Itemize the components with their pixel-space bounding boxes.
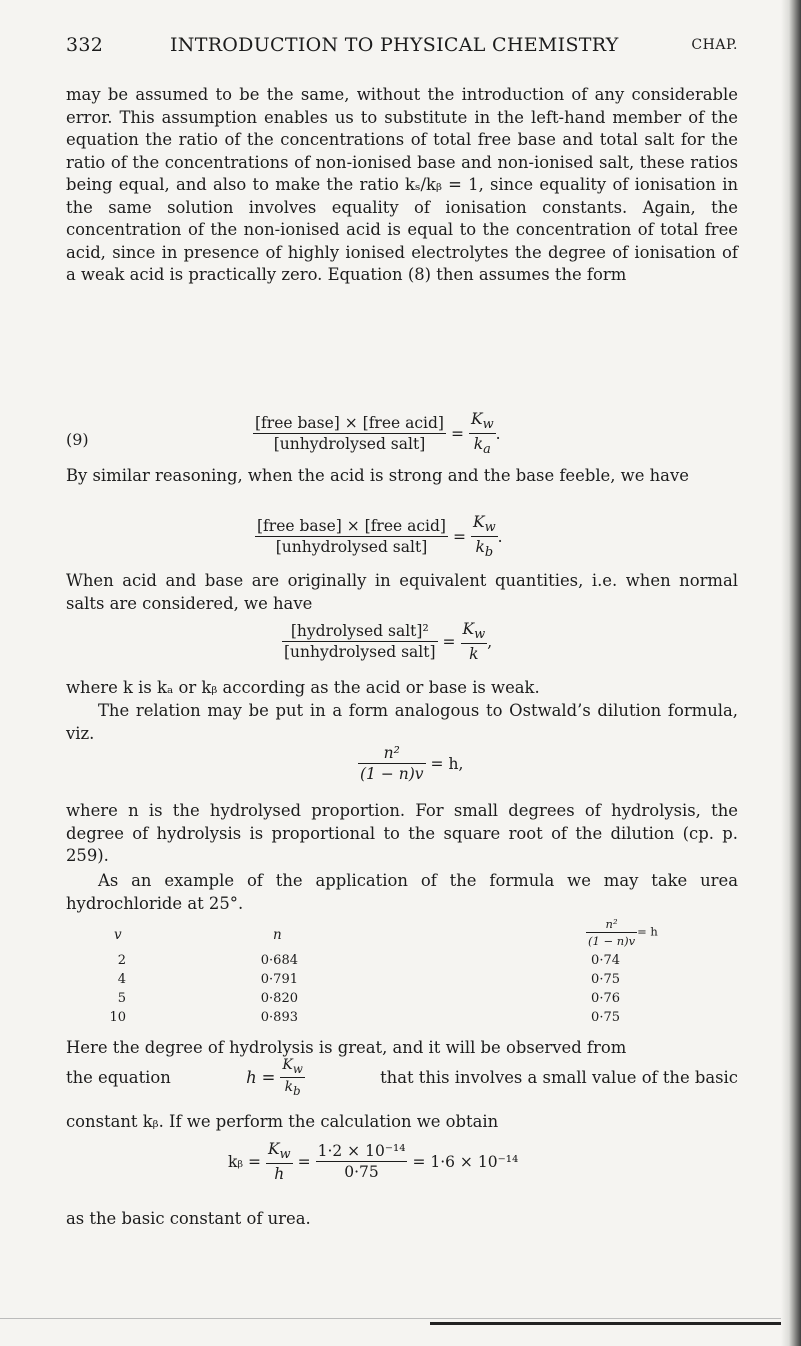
- bottom-rule-thin: [0, 1318, 801, 1319]
- equation-9: $\frac{\text{[free base] × [free acid]}}{\text{[unhydrolysed salt]}}$ = $\frac{K_w}{k_a}$ .: [255, 410, 501, 458]
- paragraph-3: When acid and base are originally in equivalent quantities, i.e. when normal salts are considered, we have: [66, 571, 738, 613]
- paragraph-4a: where k is kₐ or kᵦ according as the acid or base is weak.: [66, 678, 540, 697]
- equation-d: $\frac{\text{n²}}{(1 - n)v}$ = h,: [360, 744, 464, 783]
- table-row: 4 0·791 0·75: [117, 972, 620, 987]
- running-title: INTRODUCTION TO PHYSICAL CHEMISTRY: [170, 34, 619, 56]
- paragraph-7a: Here the degree of hydrolysis is great, and it will be observed from: [66, 1038, 627, 1057]
- paragraph-4b: The relation may be put in a form analogous to Ostwald’s dilution formula, viz.: [66, 701, 738, 743]
- col-header-n: n: [273, 927, 282, 943]
- bottom-rule-thick: [430, 1322, 801, 1325]
- equation-9-rhs: $\frac{K_w}{k_a}$: [470, 410, 494, 458]
- chapter-label: CHAP.: [691, 37, 738, 53]
- page-number: 332: [66, 34, 104, 56]
- paragraph-1: may be assumed to be the same, without the introduction of any considerable error. This assumption enables us to substitute in the left-hand member of the equation the ratio of the concentrations of total free base and total salt for the ratio of the concentrations of non-ionised base and non-ionised salt, these ratios being equal, and also to make the ratio kₛ/kᵦ = 1, since equality of ionisation in the same solution involves equality of ionisation constants. Again, the concentration of the non-ionised acid is equal to the concentration of total free acid, since in presence of highly ionised electrolytes the degree of ionisation of a weak acid is practically zero. Equation (8) then assumes the form: [66, 85, 738, 284]
- col-header-v: v: [114, 927, 122, 943]
- inline-h-equation: h = $\frac{K_w}{k_b}$: [246, 1057, 303, 1098]
- paragraph-8: as the basic constant of urea.: [66, 1209, 311, 1228]
- page-edge-shadow: [781, 0, 801, 1346]
- equation-e: kᵦ = $\frac{K_w}{h}$ = $\frac{\text{1·2 × 10⁻¹⁴}}{0\cdot 75}$ = 1·6 × 10⁻¹⁴: [228, 1140, 519, 1184]
- table-row: 2 0·684 0·74: [117, 953, 620, 968]
- equation-9-lhs: $\frac{\text{[free base] × [free acid]}}{\text{[unhydrolysed salt]}}$: [255, 414, 444, 454]
- paragraph-6: As an example of the application of the formula we may take urea hydrochloride at 25°.: [66, 871, 738, 913]
- table-row: 10 0·893 0·75: [109, 1010, 620, 1025]
- paragraph-7c: constant kᵦ. If we perform the calculation we obtain: [66, 1112, 499, 1131]
- paragraph-5: where n is the hydrolysed proportion. For small degrees of hydrolysis, the degree of hydrolysis is proportional to the square root of the dilution (cp. p. 259).: [66, 801, 738, 865]
- col-header-h: $\frac{\text{n²}}{(1 - n)v}$ = h: [588, 917, 658, 948]
- equation-9-number: (9): [66, 430, 89, 449]
- paragraph-2: By similar reasoning, when the acid is strong and the base feeble, we have: [66, 466, 689, 485]
- table-header: [66, 917, 738, 957]
- equation-c: $\frac{\text{[hydrolysed salt]²}}{\text{[unhydrolysed salt]}}$ = $\frac{K_w}{k}$ ,: [284, 620, 493, 664]
- running-header: [66, 34, 738, 60]
- paragraph-7b: the equation h = $\frac{K_w}{k_b}$ that this involves a small value of the basic: [66, 1057, 738, 1098]
- table-row: 5 0·820 0·76: [117, 991, 620, 1006]
- equation-b: $\frac{\text{[free base] × [free acid]}}{\text{[unhydrolysed salt]}}$ = $\frac{K_w}{k_b}$ .: [257, 513, 503, 561]
